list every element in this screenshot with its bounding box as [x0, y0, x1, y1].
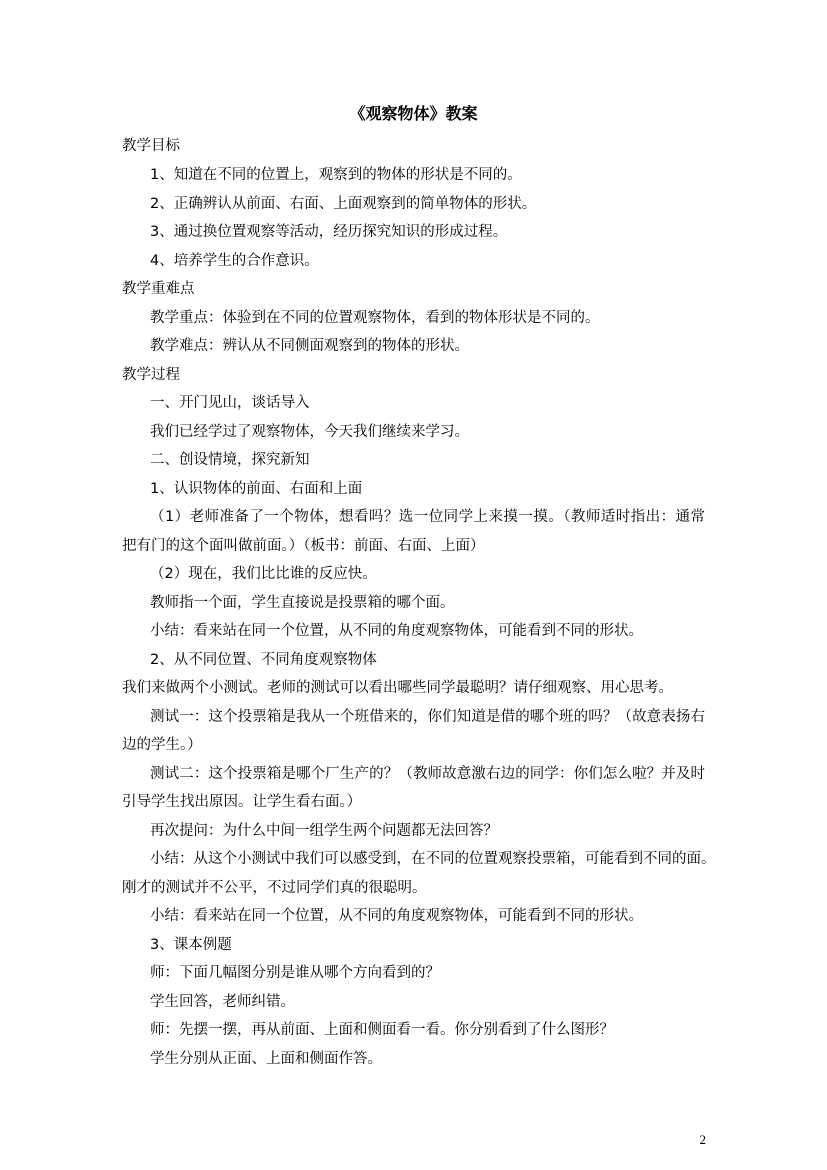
subsection-heading-2: 2、从不同位置、不同角度观察物体: [150, 652, 377, 668]
paragraph-continuation: 引导学生找出原因。让学生看右面。）: [122, 794, 362, 810]
subsection-heading-3: 3、课本例题: [150, 937, 232, 953]
paragraph-continuation: 刚才的测试并不公平，不过同学们真的很聪明。: [122, 880, 427, 896]
subsection-heading-1: 1、认识物体的前面、右面和上面: [150, 481, 363, 497]
paragraph-continuation: 把有门的这个面叫做前面。）（板书：前面、右面、上面）: [122, 538, 485, 554]
paragraph: 学生分别从正面、上面和侧面作答。: [150, 1051, 382, 1067]
paragraph: （2）现在，我们比比谁的反应快。: [150, 566, 377, 582]
goal-item-3: 3、通过换位置观察等活动，经历探究知识的形成过程。: [150, 224, 508, 240]
heading-key-points: 教学重难点: [122, 281, 195, 297]
difficult-point: 教学难点：辨认从不同侧面观察到的物体的形状。: [150, 338, 469, 354]
paragraph: 师：先摆一摆，再从前面、上面和侧面看一看。你分别看到了什么图形？: [150, 1022, 614, 1038]
goal-item-4: 4、培养学生的合作意识。: [150, 253, 319, 269]
page-number: 2: [699, 1132, 706, 1147]
summary: 小结：从这个小测试中我们可以感受到，在不同的位置观察投票箱，可能看到不同的面。: [150, 851, 716, 867]
heading-teaching-goals: 教学目标: [122, 138, 180, 154]
paragraph: 再次提问：为什么中间一组学生两个问题都无法回答？: [150, 823, 498, 839]
paragraph: 学生回答，老师纠错。: [150, 994, 295, 1010]
paragraph: 测试一：这个投票箱是我从一个班借来的，你们知道是借的哪个班的吗？（故意表扬右: [150, 709, 705, 725]
paragraph: （1）老师准备了一个物体，想看吗？选一位同学上来摸一摸。（教师适时指出：通常: [150, 509, 705, 525]
goal-item-2: 2、正确辨认从前面、右面、上面观察到的简单物体的形状。: [150, 196, 537, 212]
goal-item-1: 1、知道在不同的位置上，观察到的物体的形状是不同的。: [150, 167, 522, 183]
section-heading-2: 二、创设情境，探究新知: [150, 452, 310, 468]
summary: 小结：看来站在同一个位置，从不同的角度观察物体，可能看到不同的形状。: [150, 908, 643, 924]
paragraph-continuation: 边的学生。）: [122, 737, 202, 753]
paragraph: 教师指一个面，学生直接说是投票箱的哪个面。: [150, 595, 455, 611]
key-point: 教学重点：体验到在不同的位置观察物体，看到的物体形状是不同的。: [150, 310, 600, 326]
section-heading-1: 一、开门见山，谈话导入: [150, 395, 310, 411]
document-title: 《观察物体》教案: [349, 104, 478, 123]
heading-teaching-process: 教学过程: [122, 367, 180, 383]
paragraph: 测试二：这个投票箱是哪个厂生产的？（教师故意激右边的同学：你们怎么啦？并及时: [150, 766, 705, 782]
paragraph: 我们来做两个小测试。老师的测试可以看出哪些同学最聪明？请仔细观察、用心思考。: [122, 680, 673, 696]
paragraph: 我们已经学过了观察物体，今天我们继续来学习。: [150, 424, 469, 440]
summary: 小结：看来站在同一个位置，从不同的角度观察物体，可能看到不同的形状。: [150, 623, 643, 639]
paragraph: 师：下面几幅图分别是谁从哪个方向看到的？: [150, 965, 440, 981]
